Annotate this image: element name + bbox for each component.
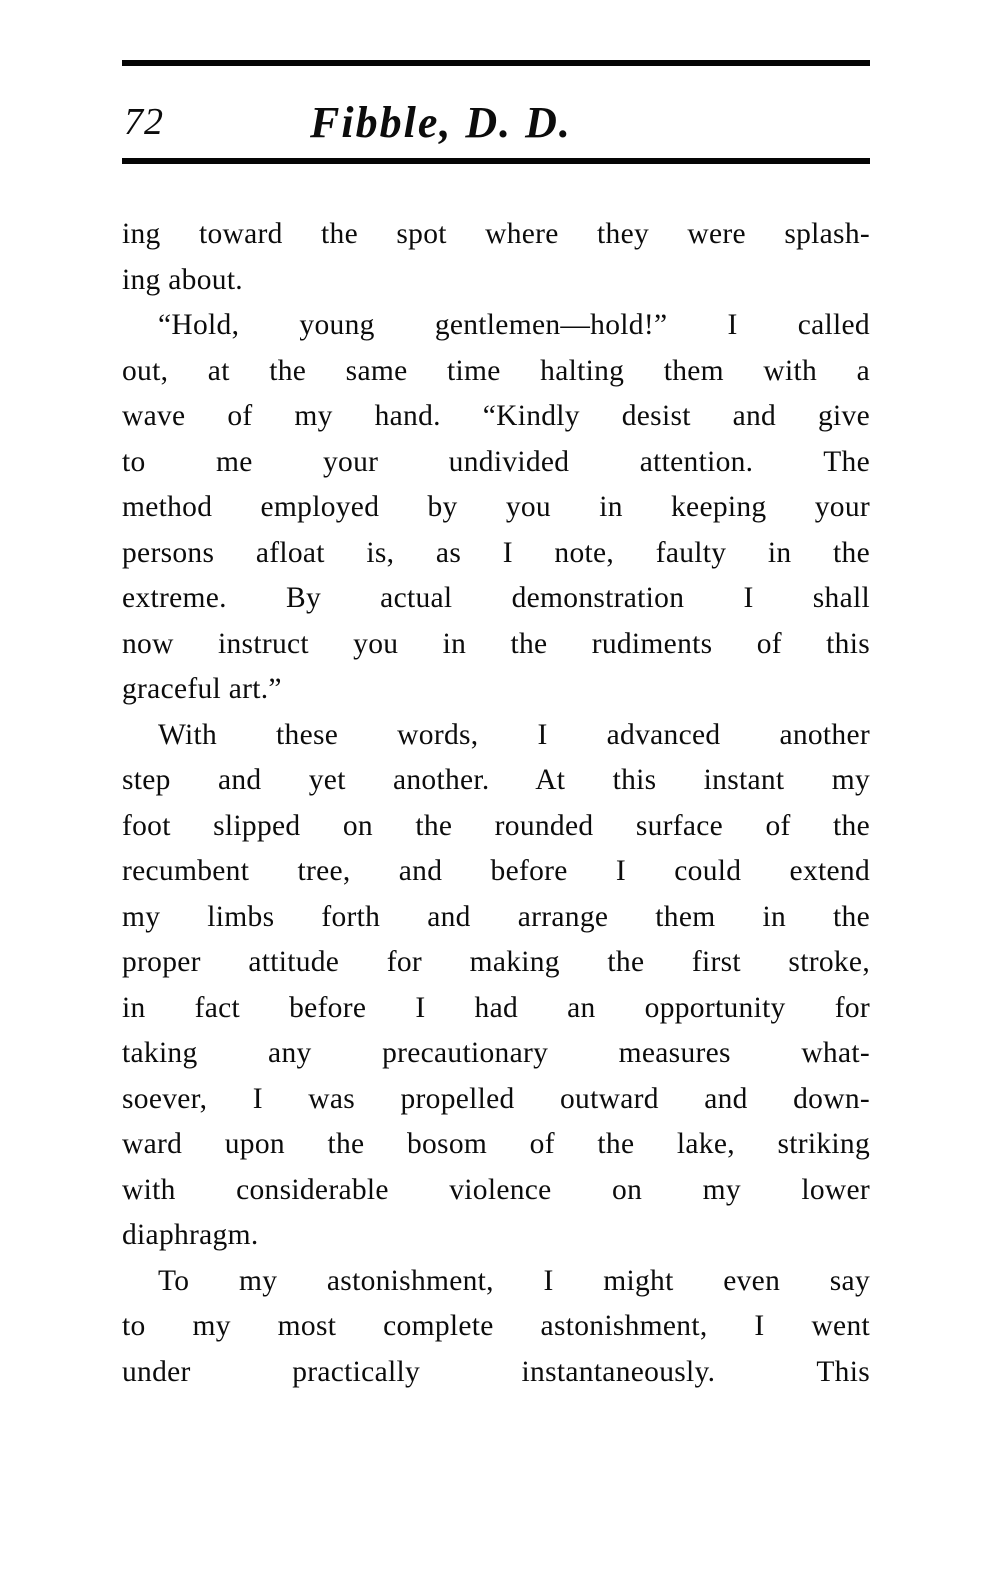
text-line: step and yet another. At this instant my — [122, 764, 870, 796]
paragraph — [122, 303, 870, 713]
text-line: ing about. — [122, 263, 243, 296]
text-line: graceful art.” — [122, 673, 282, 705]
text-line: with considerable violence on my lower — [122, 1173, 870, 1206]
text-line: With these words, I advanced another — [158, 718, 870, 751]
text-line: ward upon the bosom of the lake, striking — [122, 1128, 870, 1160]
text-line: extreme. By actual demonstration I shall — [122, 582, 870, 614]
text-line: To my astonishment, I might even say — [158, 1264, 870, 1297]
text-line: wave of my hand. “Kindly desist and give — [122, 400, 870, 432]
text-line: under practically instantaneously. This — [122, 1355, 870, 1388]
text-line: to my most complete astonishment, I went — [122, 1310, 870, 1342]
text-line: my limbs forth and arrange them in the — [122, 900, 870, 933]
page-number: 72 — [124, 101, 164, 143]
text-column — [122, 0, 870, 1395]
text-line: in fact before I had an opportunity for — [122, 991, 870, 1024]
paragraph — [122, 713, 870, 1259]
text-line: now instruct you in the rudiments of this — [122, 627, 870, 660]
page-body — [122, 212, 870, 1395]
page-header — [122, 70, 870, 152]
text-line: diaphragm. — [122, 1219, 259, 1251]
text-line: method employed by you in keeping your — [122, 491, 870, 523]
text-line: soever, I was propelled outward and down- — [122, 1082, 870, 1115]
text-line: taking any precautionary measures what- — [122, 1037, 870, 1069]
text-line: to me your undivided attention. The — [122, 445, 870, 478]
text-line: persons afloat is, as I note, faulty in the — [122, 536, 870, 569]
text-line: ing toward the spot where they were splash- — [122, 218, 870, 250]
text-line: out, at the same time halting them with a — [122, 354, 870, 387]
text-line: “Hold, young gentlemen—hold!” I called — [158, 309, 870, 341]
page-title: Fibble, D. D. — [310, 98, 572, 147]
text-line: proper attitude for making the first stroke, — [122, 946, 870, 978]
text-line: recumbent tree, and before I could extend — [122, 855, 870, 887]
paragraph — [122, 212, 870, 303]
paragraph — [122, 1259, 870, 1396]
header-rule-top — [122, 60, 870, 66]
text-line: foot slipped on the rounded surface of the — [122, 809, 870, 842]
header-rule-bottom — [122, 158, 870, 164]
